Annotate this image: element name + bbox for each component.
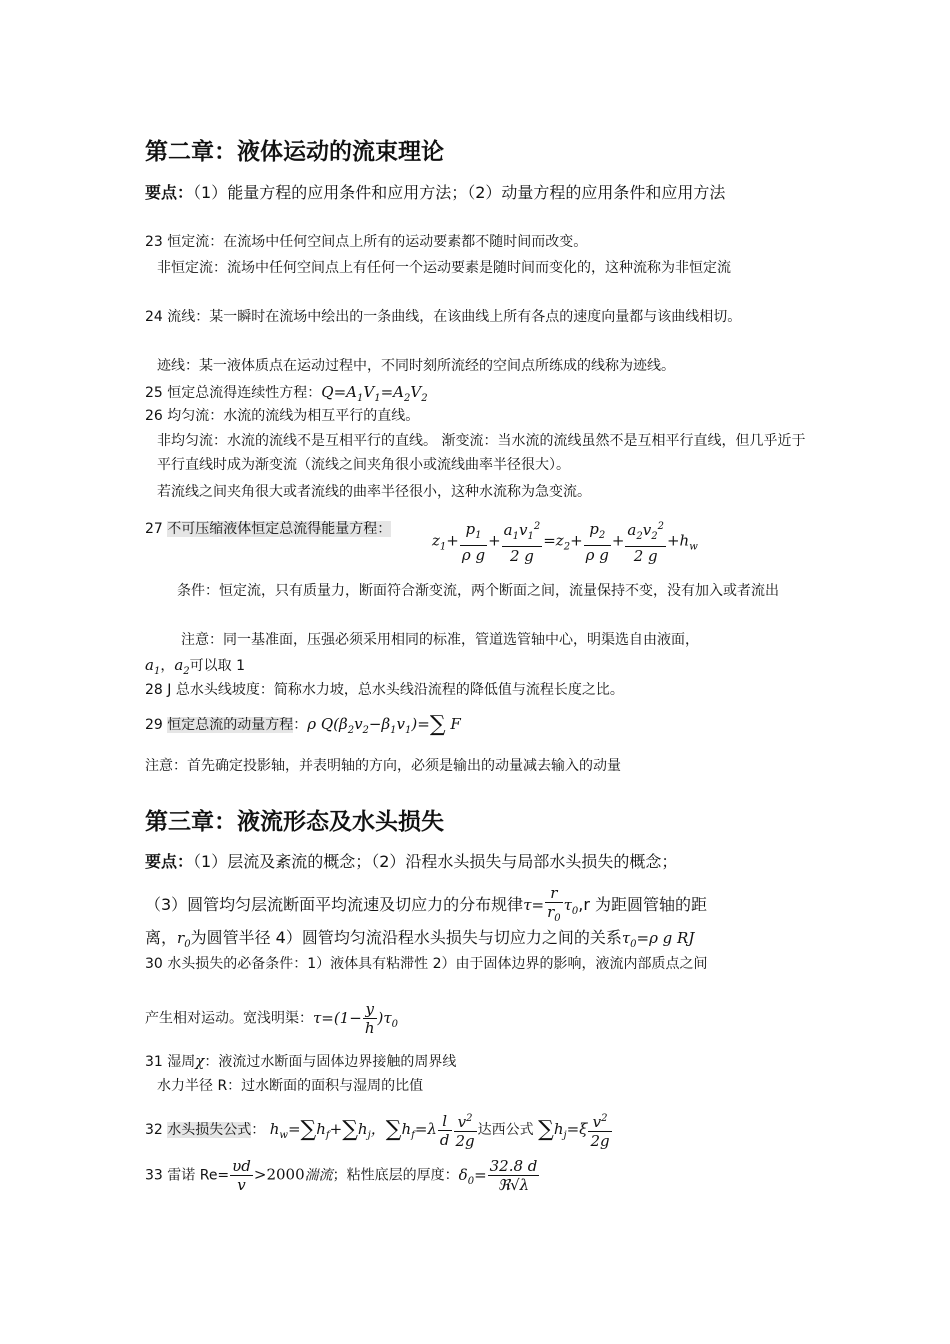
item-27-label: 不可压缩液体恒定总流得能量方程： bbox=[167, 521, 392, 537]
item-24: 24 流线：某一瞬时在流场中绘出的一条曲线，在该曲线上所有各点的速度向量都与该曲线相切。 bbox=[145, 309, 742, 325]
wide-channel-shear: τ=(1− $\frac{y}{h}$ )$\tau_0$ bbox=[313, 1000, 399, 1037]
item-33-label: 33 雷诺 Re= bbox=[145, 1167, 230, 1184]
energy-equation: $z_1+$ $\frac{p_1}{\text{ρ g}}$ + $\frac{a_1v_1^2}{2 g}$ $=z_2+$ $\frac{p_2}{\text{ρ g}}$ + $\frac{a_2v_2^2}{2 g}$ $+h_w$ bbox=[432, 519, 698, 565]
item-29-colon: ： bbox=[293, 717, 308, 733]
local-loss-formula: $\sum h_j=\xi$ $\frac{v^2}{2g}$ bbox=[538, 1120, 613, 1138]
key-points-line-3a: 离， bbox=[145, 928, 178, 947]
key-points-line-2-tail: ,r 为距圆管轴的距 bbox=[578, 895, 708, 914]
key-points-line-3b: 为圆管半径 4）圆管均匀流沿程水头损失与切应力之间的关系 bbox=[190, 928, 622, 947]
item-31: 31 湿周χ：液流过水断面与固体边界接触的周界线 bbox=[145, 1052, 457, 1070]
item-32-colon: ： bbox=[251, 1122, 266, 1138]
chapter-2-title: 第二章：液体运动的流束理论 bbox=[145, 139, 444, 165]
head-loss-formula: $h_w=\sum h_f+\sum h_j$，$\sum h_f=\lambda$ $\frac{l}{d}$ $\frac{v^2}{2g}$ bbox=[269, 1111, 475, 1150]
item-32-num: 32 bbox=[145, 1122, 168, 1138]
item-28: 28 J 总水头线坡度：简称水力坡，总水头线沿流程的降低值与流程长度之比。 bbox=[145, 682, 624, 698]
item-27-note: 注意：同一基准面，压强必须采用相同的标准，管道选管轴中心，明渠选自由液面， bbox=[181, 632, 699, 648]
key-points-line-2: （3）圆管均匀层流断面平均流速及切应力的分布规律 bbox=[145, 895, 524, 914]
key-points-line-1: （1）层流及紊流的概念；（2）沿程水头损失与局部水头损失的概念； bbox=[193, 852, 678, 871]
item-29 bbox=[145, 712, 810, 743]
item-30-cont bbox=[145, 1000, 810, 1037]
item-32 bbox=[145, 1110, 810, 1150]
momentum-equation: ρ $Q(\beta_2v_2-\beta_1v_1)=\sum$ F bbox=[307, 712, 461, 737]
item-23-unsteady: 非恒定流：流场中任何空间点上有任何一个运动要素是随时间而变化的，这种流称为非恒定流 bbox=[157, 260, 731, 276]
key-points-text: （1）能量方程的应用条件和应用方法；（2）动量方程的应用条件和应用方法 bbox=[193, 183, 726, 202]
item-31-tail: ：液流过水断面与固体边界接触的周界线 bbox=[204, 1054, 457, 1070]
key-points-label-3: 要点： bbox=[145, 852, 194, 871]
item-25-label: 25 恒定总流得连续性方程： bbox=[145, 385, 322, 401]
viscous-sublayer-formula: $\delta_0=$ $\frac{32.8 d}{\text{ℜ√λ}}$ bbox=[458, 1157, 538, 1194]
item-23: 23 恒定流：在流场中任何空间点上所有的运动要素都不随时间而改变。 bbox=[145, 234, 588, 250]
key-points-label: 要点： bbox=[145, 183, 194, 202]
item-27-note-tail: 可以取 1 bbox=[189, 658, 246, 674]
chapter-2-key-points bbox=[145, 180, 810, 206]
item-27-conditions: 条件：恒定流，只有质量力，断面符合渐变流，两个断面之间，流量保持不变，没有加入或者流出 bbox=[177, 583, 779, 599]
item-33-threshold: >2000 bbox=[253, 1165, 305, 1184]
item-33: 33 雷诺 Re= $\frac{\upsilon d}{v}$ >2000湍流；粘性底层的厚度：$\delta_0=$ $\frac{32.8 d}{\text{ℜ√λ}}$ bbox=[145, 1157, 810, 1194]
item-26: 26 均匀流：水流的流线为相互平行的直线。 bbox=[145, 408, 420, 424]
item-29-note: 注意：首先确定投影轴，并表明轴的方向，必须是输出的动量减去输入的动量 bbox=[145, 758, 621, 774]
item-26-rapid: 若流线之间夹角很大或者流线的曲率半径很小，这种水流称为急变流。 bbox=[157, 484, 591, 500]
shear-stress-distribution: τ= $\frac{r}{r_0}$ $\tau_0$ bbox=[523, 884, 579, 924]
item-27-num: 27 bbox=[145, 521, 168, 537]
item-31-hydraulic-radius: 水力半径 R：过水断面的面积与湿周的比值 bbox=[157, 1078, 424, 1094]
item-31-label: 31 湿周 bbox=[145, 1054, 196, 1070]
chapter-3-key-points-2 bbox=[145, 884, 810, 928]
item-29-num: 29 bbox=[145, 717, 168, 733]
chapter-3-title: 第三章：液流形态及水头损失 bbox=[145, 809, 444, 835]
darcy-label: 达西公式 bbox=[477, 1122, 534, 1138]
item-29-label: 恒定总流的动量方程 bbox=[167, 717, 294, 733]
item-27-note-cont: $a_1$，$a_2$可以取 1 bbox=[145, 656, 246, 677]
item-30-wide-channel: 产生相对运动。宽浅明渠： bbox=[145, 1010, 313, 1027]
chapter-3-key-points-1 bbox=[145, 849, 810, 875]
item-32-label: 水头损失公式 bbox=[167, 1122, 252, 1138]
item-30: 30 水头损失的必备条件：1）液体具有粘滞性 2）由于固体边界的影响，液流内部质点之间 bbox=[145, 956, 708, 972]
item-33-tail: ；粘性底层的厚度： bbox=[332, 1167, 459, 1184]
item-26-nonuniform: 非均匀流：水流的流线不是互相平行的直线。 渐变流：当水流的流线虽然不是互相平行直线，但几乎近于平行直线时成为渐变流（流线之间夹角很小或流线曲率半径很大）。 bbox=[157, 433, 806, 473]
item-33-turbulent: 湍流 bbox=[304, 1167, 333, 1184]
continuity-equation: $Q=A_1V_1=A_2V_2$ bbox=[321, 383, 428, 404]
chapter-3-key-points-3: 离，$r_0$为圆管半径 4）圆管均匀流沿程水头损失与切应力之间的关系$\tau_0=\rho$ g RJ bbox=[145, 928, 695, 950]
wall-shear-relation: $\tau_0=\rho$ g RJ bbox=[621, 929, 695, 950]
item-24-pathline: 迹线：某一液体质点在运动过程中，不同时刻所流经的空间点所练成的线称为迹线。 bbox=[157, 358, 675, 374]
